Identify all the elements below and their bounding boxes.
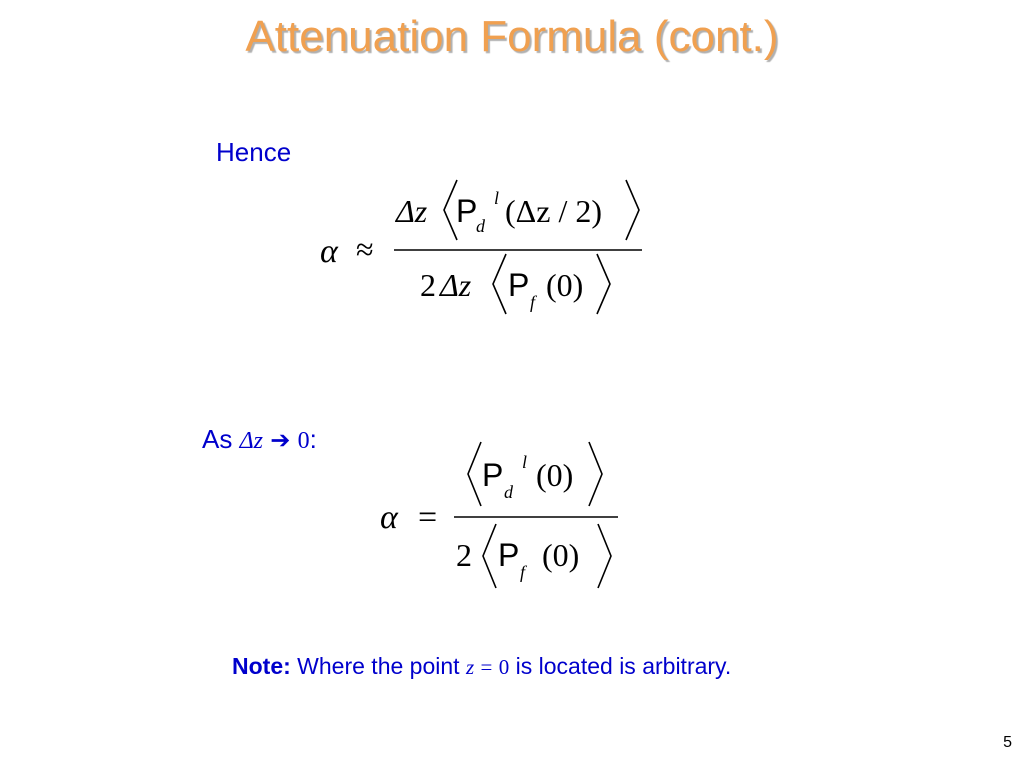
eq2-num-subscript: d	[504, 482, 513, 502]
eq1-den-coefficient: 2	[420, 267, 436, 303]
approx-equation	[310, 170, 660, 330]
eq2-num-superscript: l	[522, 452, 528, 472]
eq2-equals-sign: =	[418, 499, 438, 536]
eq1-approx-sign: ≈	[356, 231, 374, 267]
note-text-before: Where the point	[297, 653, 460, 679]
slide-title: Attenuation Formula (cont.)	[245, 12, 779, 61]
eq2-num-argument: (0)	[536, 457, 574, 493]
as-text: As	[202, 424, 233, 454]
eq2-num-left-angle-bracket	[468, 442, 481, 506]
eq2-den-right-angle-bracket	[598, 524, 611, 588]
eq2-den-P: P	[498, 537, 520, 573]
exact-equation	[370, 432, 630, 602]
eq2-den-subscript: f	[520, 562, 526, 582]
eq1-num-P: P	[456, 193, 478, 229]
as-colon: :	[309, 424, 317, 454]
eq1-den-left-angle-bracket	[493, 254, 506, 314]
note-text-after: is located is arbitrary.	[515, 653, 732, 679]
note-expr-var: z	[465, 655, 475, 679]
eq1-num-argument: (Δz / 2)	[505, 193, 602, 229]
eq1-den-P: P	[508, 267, 530, 303]
eq1-den-argument: (0)	[546, 267, 584, 303]
eq1-den-delta-z: Δz	[440, 267, 472, 303]
eq1-num-superscript: l	[494, 188, 500, 208]
right-arrow-icon: ➔	[270, 427, 291, 454]
note-expr-eq: =	[480, 655, 493, 679]
eq1-num-right-angle-bracket	[626, 180, 639, 240]
note-line	[232, 653, 731, 680]
hence-label: Hence	[216, 137, 292, 167]
eq1-den-right-angle-bracket	[597, 254, 610, 314]
eq1-alpha: α	[320, 233, 338, 270]
note-expr-val: 0	[498, 655, 510, 679]
eq2-num-right-angle-bracket	[589, 442, 602, 506]
eq2-num-P: P	[482, 457, 504, 493]
page-number: 5	[1003, 734, 1012, 751]
as-zero: 0	[297, 428, 310, 454]
eq2-alpha: α	[380, 499, 398, 536]
as-delta-z: Δz	[239, 428, 264, 454]
note-label: Note:	[232, 653, 291, 679]
eq2-den-argument: (0)	[542, 537, 580, 573]
eq1-den-subscript: f	[530, 292, 536, 312]
eq2-den-left-angle-bracket	[483, 524, 496, 588]
eq1-num-subscript: d	[476, 216, 485, 236]
eq1-num-delta-z: Δz	[396, 193, 428, 229]
as-limit-label	[202, 424, 317, 455]
eq2-den-coefficient: 2	[456, 537, 472, 573]
